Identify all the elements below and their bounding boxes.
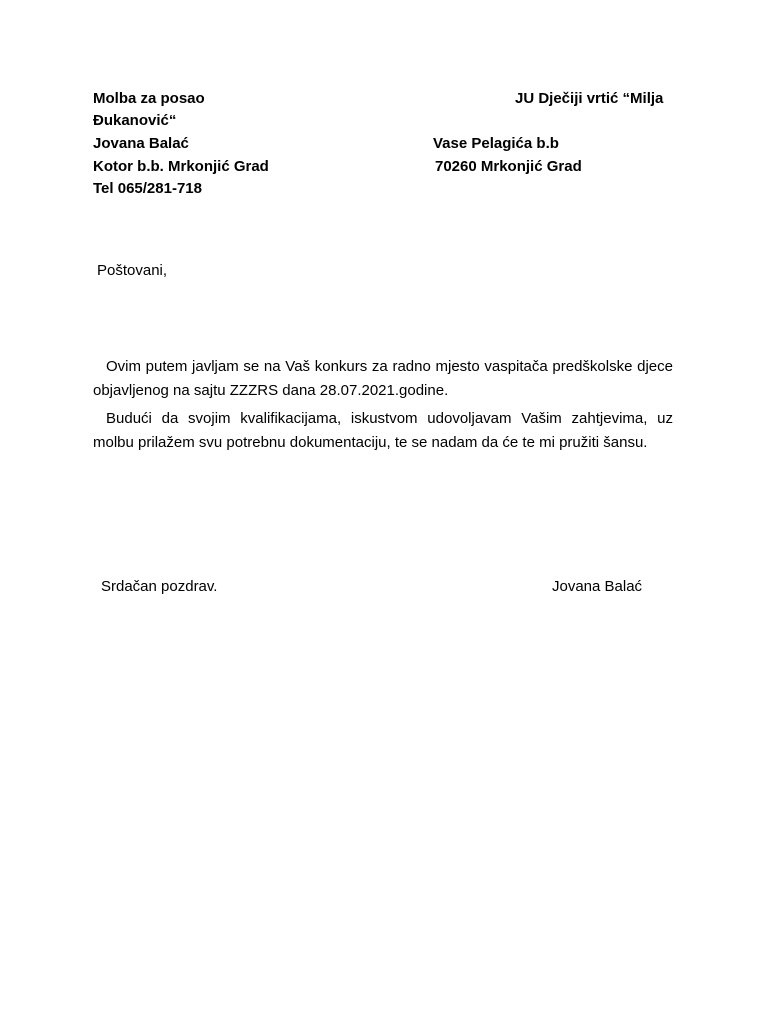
recipient-city: 70260 Mrkonjić Grad xyxy=(435,158,582,175)
sender-phone: Tel 065/281-718 xyxy=(93,180,202,197)
salutation: Poštovani, xyxy=(97,262,168,279)
recipient-street: Vase Pelagića b.b xyxy=(433,135,559,152)
sender-name: Jovana Balać xyxy=(93,135,189,152)
recipient-institution-line1: JU Dječiji vrtić “Milja xyxy=(515,90,664,107)
body-paragraph-2: Budući da svojim kvalifikacijama, iskustvom udovoljavam Vašim zahtjevima, uz molbu prilažem svu potrebnu dokumentaciju, te se nadam da će te mi pružiti šansu. xyxy=(93,410,673,451)
body-paragraph-1: Ovim putem javljam se na Vaš konkurs za radno mjesto vaspitača predškolske djece objavljenog na sajtu ZZZRS dana 28.07.2021.godine. xyxy=(93,358,673,399)
recipient-institution-line2: Đukanović“ xyxy=(93,112,177,129)
sender-address: Kotor b.b. Mrkonjić Grad xyxy=(93,158,269,175)
letter-subject: Molba za posao xyxy=(93,90,205,107)
signature-name: Jovana Balać xyxy=(552,578,643,595)
closing-greeting: Srdačan pozdrav. xyxy=(101,578,218,595)
